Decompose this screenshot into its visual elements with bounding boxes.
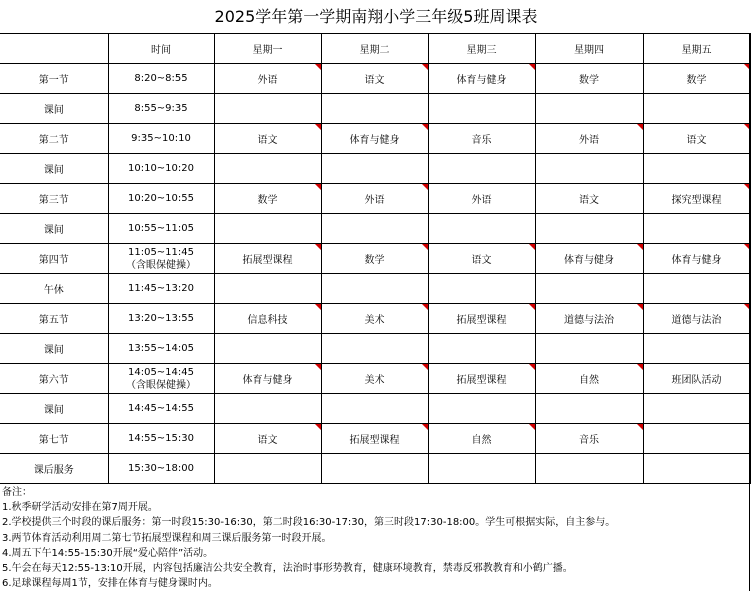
subject-label: 数学 (579, 75, 599, 86)
subject-cell-tuesday[interactable] (321, 124, 428, 154)
subject-cell-friday[interactable] (643, 274, 750, 304)
subject-cell-tuesday[interactable] (321, 244, 428, 274)
subject-label: 数学 (686, 75, 707, 86)
time-cell[interactable]: 8:20~8:55 (108, 64, 214, 94)
timetable-row (0, 184, 750, 214)
subject-cell-monday[interactable] (214, 244, 321, 274)
subject-cell-tuesday[interactable] (321, 274, 428, 304)
subject-label: 探究型课程 (671, 195, 722, 206)
subject-label: 拓展型课程 (242, 255, 293, 266)
subject-label: 体育与健身 (242, 375, 293, 386)
note-item: 2.学校提供三个时段的课后服务：第一时段15:30-16:30，第二时段16:30-17:30，第三时段17:30-18:00。学生可根据实际，自主参与。 (2, 517, 616, 529)
subject-cell-wednesday[interactable] (428, 364, 535, 394)
subject-cell-friday[interactable] (643, 394, 750, 424)
subject-cell-wednesday[interactable] (428, 454, 535, 484)
note-item: 5.午会在每天12:55-13:10开展，内容包括廉洁公共安全教育，法治时事形势教育，健康环境教育，禁毒反邪教教育和小鹤广播。 (2, 563, 573, 575)
period-label[interactable]: 课间 (0, 94, 108, 124)
subject-label: 道德与法治 (564, 315, 614, 326)
subject-label: 体育与健身 (456, 75, 507, 86)
subject-cell-tuesday[interactable] (321, 94, 428, 124)
subject-cell-monday[interactable] (214, 454, 321, 484)
note-item: 3.两节体育活动利用周二第七节拓展型课程和周三课后服务第一时段开展。 (2, 532, 332, 544)
subject-cell-thursday[interactable] (535, 304, 643, 334)
page-title: 2025学年第一学期南翔小学三年级5班周课表 (214, 7, 538, 26)
time-cell[interactable]: 11:45~13:20 (108, 274, 214, 304)
timetable-row (0, 394, 750, 424)
timetable-row (0, 64, 750, 94)
note-item: 1.秋季研学活动安排在第7周开展。 (2, 502, 158, 514)
time-cell[interactable]: 10:55~11:05 (108, 214, 214, 244)
subject-cell-friday[interactable] (643, 124, 750, 154)
period-label[interactable]: 第三节 (0, 184, 108, 214)
subject-cell-monday[interactable] (214, 94, 321, 124)
subject-cell-monday[interactable] (214, 154, 321, 184)
timetable-row (0, 304, 750, 334)
subject-cell-tuesday[interactable] (321, 424, 428, 454)
subject-cell-tuesday[interactable] (321, 454, 428, 484)
comment-indicator-icon[interactable] (422, 124, 428, 130)
subject-label: 语文 (686, 135, 707, 146)
subject-cell-monday[interactable] (214, 364, 321, 394)
subject-label: 语文 (364, 75, 385, 86)
subject-label: 语文 (471, 255, 492, 266)
subject-cell-wednesday[interactable] (428, 334, 535, 364)
time-cell[interactable]: 10:10~10:20 (108, 154, 214, 184)
period-label[interactable]: 第七节 (0, 424, 108, 454)
subject-label: 信息科技 (247, 315, 288, 326)
time-cell[interactable]: 9:35~10:10 (108, 124, 214, 154)
subject-cell-wednesday[interactable] (428, 394, 535, 424)
subject-label: 外语 (364, 195, 385, 206)
subject-label: 体育与健身 (349, 135, 400, 146)
period-label[interactable]: 课间 (0, 394, 108, 424)
subject-label: 数学 (257, 195, 278, 206)
period-label[interactable]: 第一节 (0, 64, 108, 94)
timetable-row (0, 364, 750, 394)
comment-indicator-icon[interactable] (315, 124, 321, 130)
timetable-row (0, 454, 750, 484)
header-blank-cell[interactable] (0, 34, 108, 64)
subject-cell-monday[interactable] (214, 214, 321, 244)
period-label[interactable]: 课间 (0, 214, 108, 244)
timetable-row (0, 154, 750, 184)
subject-cell-thursday[interactable] (535, 184, 643, 214)
subject-label: 外语 (471, 195, 492, 206)
header-day-thursday[interactable]: 星期四 (535, 34, 643, 64)
notes-section (0, 485, 750, 591)
timetable-row (0, 124, 750, 154)
subject-label: 语文 (257, 135, 278, 146)
period-label[interactable]: 课后服务 (0, 454, 108, 484)
comment-indicator-icon[interactable] (529, 364, 535, 370)
time-cell[interactable]: 14:55~15:30 (108, 424, 214, 454)
header-day-friday[interactable]: 星期五 (643, 34, 750, 64)
subject-cell-friday[interactable] (643, 244, 750, 274)
timetable-row (0, 334, 750, 364)
period-label[interactable]: 第六节 (0, 364, 108, 394)
subject-label: 班团队活动 (671, 375, 722, 386)
time-cell[interactable]: 14:45~14:55 (108, 394, 214, 424)
subject-cell-thursday[interactable] (535, 154, 643, 184)
timetable-row (0, 244, 750, 274)
header-row (0, 34, 750, 64)
comment-indicator-icon[interactable] (422, 244, 428, 250)
comment-indicator-icon[interactable] (422, 364, 428, 370)
subject-cell-tuesday[interactable] (321, 304, 428, 334)
subject-label: 音乐 (579, 435, 599, 446)
comment-indicator-icon[interactable] (422, 64, 428, 70)
subject-cell-tuesday[interactable] (321, 184, 428, 214)
comment-indicator-icon[interactable] (529, 244, 535, 250)
subject-label: 拓展型课程 (456, 375, 507, 386)
timetable-row (0, 94, 750, 124)
subject-cell-wednesday[interactable] (428, 274, 535, 304)
subject-label: 语文 (257, 435, 278, 446)
subject-cell-tuesday[interactable] (321, 394, 428, 424)
subject-cell-thursday[interactable] (535, 244, 643, 274)
comment-indicator-icon[interactable] (315, 304, 321, 310)
subject-cell-thursday[interactable] (535, 334, 643, 364)
notes-heading: 备注： (2, 487, 32, 498)
subject-cell-wednesday[interactable] (428, 94, 535, 124)
subject-cell-monday[interactable] (214, 274, 321, 304)
subject-cell-thursday[interactable] (535, 394, 643, 424)
subject-cell-monday[interactable] (214, 184, 321, 214)
time-cell[interactable]: 8:55~9:35 (108, 94, 214, 124)
subject-cell-monday[interactable] (214, 64, 321, 94)
subject-label: 外语 (579, 135, 599, 146)
subject-label: 数学 (364, 255, 385, 266)
subject-cell-thursday[interactable] (535, 274, 643, 304)
timetable-row (0, 424, 750, 454)
subject-cell-wednesday[interactable] (428, 154, 535, 184)
time-cell[interactable]: 13:55~14:05 (108, 334, 214, 364)
period-label[interactable]: 午休 (0, 274, 108, 304)
time-range: 14:05~14:45 (127, 366, 194, 378)
time-cell[interactable] (108, 364, 214, 394)
subject-cell-friday[interactable] (643, 94, 750, 124)
comment-indicator-icon[interactable] (637, 124, 643, 130)
subject-cell-wednesday[interactable] (428, 124, 535, 154)
subject-cell-monday[interactable] (214, 124, 321, 154)
subject-label: 语文 (579, 195, 599, 206)
subject-cell-wednesday[interactable] (428, 304, 535, 334)
subject-cell-friday[interactable] (643, 64, 750, 94)
subject-cell-friday[interactable] (643, 334, 750, 364)
subject-cell-wednesday[interactable] (428, 64, 535, 94)
header-day-tuesday[interactable]: 星期二 (321, 34, 428, 64)
time-note: （含眼保健操） (126, 259, 196, 271)
comment-indicator-icon[interactable] (315, 244, 321, 250)
subject-cell-friday[interactable] (643, 364, 750, 394)
timetable (0, 33, 751, 484)
comment-indicator-icon[interactable] (422, 184, 428, 190)
comment-indicator-icon[interactable] (529, 64, 535, 70)
period-label[interactable]: 课间 (0, 154, 108, 184)
subject-cell-tuesday[interactable] (321, 364, 428, 394)
subject-cell-friday[interactable] (643, 214, 750, 244)
subject-cell-friday[interactable] (643, 154, 750, 184)
comment-indicator-icon[interactable] (529, 424, 535, 430)
subject-label: 自然 (471, 435, 492, 446)
time-cell[interactable]: 10:20~10:55 (108, 184, 214, 214)
header-time[interactable]: 时间 (108, 34, 214, 64)
period-label[interactable]: 第二节 (0, 124, 108, 154)
subject-label: 自然 (579, 375, 599, 386)
comment-indicator-icon[interactable] (315, 64, 321, 70)
subject-label: 拓展型课程 (349, 435, 400, 446)
period-label[interactable]: 第五节 (0, 304, 108, 334)
timetable-row (0, 274, 750, 304)
subject-cell-thursday[interactable] (535, 454, 643, 484)
subject-cell-wednesday[interactable] (428, 244, 535, 274)
comment-indicator-icon[interactable] (315, 424, 321, 430)
subject-cell-friday[interactable] (643, 424, 750, 454)
subject-label: 美术 (364, 315, 385, 326)
subject-cell-friday[interactable] (643, 454, 750, 484)
subject-cell-monday[interactable] (214, 394, 321, 424)
period-label[interactable]: 第四节 (0, 244, 108, 274)
subject-cell-wednesday[interactable] (428, 214, 535, 244)
comment-indicator-icon[interactable] (529, 304, 535, 310)
comment-indicator-icon[interactable] (637, 424, 643, 430)
note-item: 4.周五下午14:55-15:30开展“爱心陪伴”活动。 (2, 547, 214, 559)
subject-cell-thursday[interactable] (535, 364, 643, 394)
note-item: 6.足球课程每周1节，安排在体育与健身课时内。 (2, 578, 218, 590)
subject-cell-tuesday[interactable] (321, 64, 428, 94)
subject-cell-tuesday[interactable] (321, 214, 428, 244)
subject-cell-wednesday[interactable] (428, 184, 535, 214)
subject-cell-monday[interactable] (214, 424, 321, 454)
subject-cell-monday[interactable] (214, 334, 321, 364)
subject-cell-friday[interactable] (643, 304, 750, 334)
subject-label: 外语 (257, 75, 278, 86)
time-cell[interactable]: 15:30~18:00 (108, 454, 214, 484)
subject-label: 体育与健身 (671, 255, 722, 266)
comment-indicator-icon[interactable] (422, 424, 428, 430)
timetable-row (0, 214, 750, 244)
subject-cell-tuesday[interactable] (321, 154, 428, 184)
subject-cell-friday[interactable] (643, 184, 750, 214)
subject-label: 道德与法治 (671, 315, 722, 326)
time-note: （含眼保健操） (126, 379, 196, 391)
subject-cell-thursday[interactable] (535, 64, 643, 94)
comment-indicator-icon[interactable] (422, 304, 428, 310)
subject-cell-thursday[interactable] (535, 214, 643, 244)
subject-label: 体育与健身 (564, 255, 614, 266)
comment-indicator-icon[interactable] (637, 304, 643, 310)
subject-label: 拓展型课程 (456, 315, 507, 326)
comment-indicator-icon[interactable] (637, 244, 643, 250)
subject-cell-wednesday[interactable] (428, 424, 535, 454)
period-label[interactable]: 课间 (0, 334, 108, 364)
subject-cell-tuesday[interactable] (321, 334, 428, 364)
time-cell[interactable]: 13:20~13:55 (108, 304, 214, 334)
time-cell[interactable] (108, 244, 214, 274)
subject-cell-monday[interactable] (214, 304, 321, 334)
subject-cell-thursday[interactable] (535, 94, 643, 124)
subject-label: 音乐 (471, 135, 492, 146)
comment-indicator-icon[interactable] (315, 364, 321, 370)
header-day-monday[interactable]: 星期一 (214, 34, 321, 64)
header-day-wednesday[interactable]: 星期三 (428, 34, 535, 64)
subject-label: 美术 (364, 375, 385, 386)
time-range: 11:05~11:45 (127, 246, 194, 258)
comment-indicator-icon[interactable] (315, 184, 321, 190)
subject-cell-thursday[interactable] (535, 424, 643, 454)
comment-indicator-icon[interactable] (637, 364, 643, 370)
subject-cell-thursday[interactable] (535, 124, 643, 154)
